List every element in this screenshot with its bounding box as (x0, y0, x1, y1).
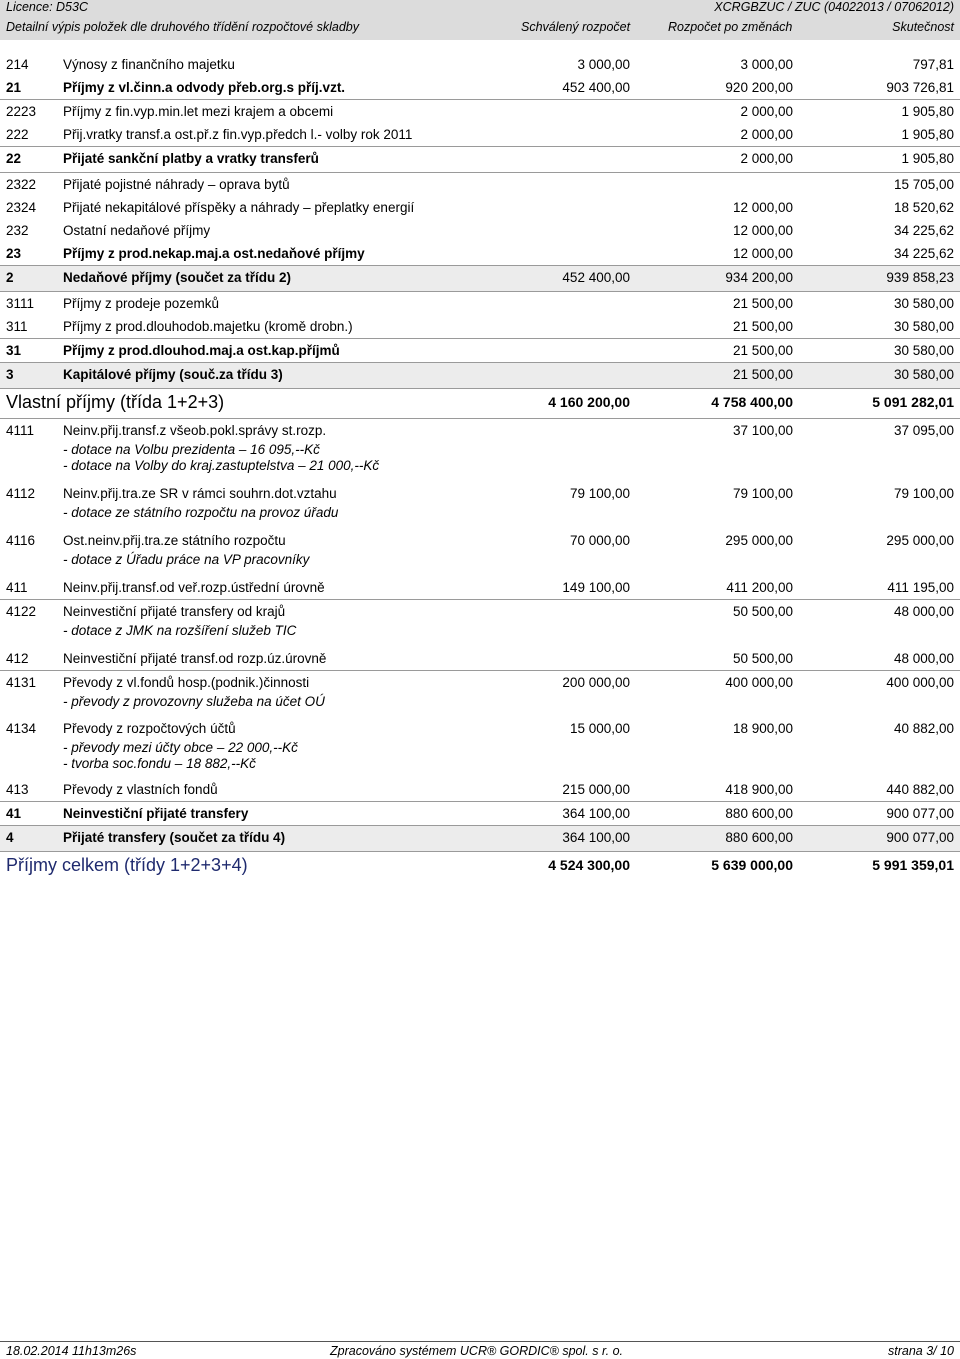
row-code: 4111 (6, 423, 35, 438)
row-name: Příjmy z prod.dlouhodob.majetku (kromě drobn.) (63, 319, 353, 334)
row-code: 222 (6, 127, 29, 142)
row-revised: 2 000,00 (740, 151, 793, 166)
report-header (0, 0, 960, 40)
table-row (0, 338, 960, 362)
table-row (0, 801, 960, 825)
row-code: 2 (6, 270, 14, 285)
row-actual: 900 077,00 (886, 830, 954, 845)
row-name: Příjmy z prod.nekap.maj.a ost.nedaňové příjmy (63, 246, 365, 261)
row-code: 4116 (6, 533, 36, 548)
row-name: Převody z vlastních fondů (63, 782, 218, 797)
row-revised: 934 200,00 (725, 270, 793, 285)
row-revised: 12 000,00 (732, 246, 793, 261)
row-name: Neinv.přij.transf.z všeob.pokl.správy st.rozp. (63, 423, 327, 438)
total-row-own-income (0, 388, 960, 418)
row-name: Neinvestiční přijaté transfery od krajů (63, 604, 286, 619)
row-approved: 79 100,00 (569, 486, 630, 501)
table-row (0, 482, 960, 505)
column-header-actual: Skutečnost (892, 20, 954, 34)
row-name: Příjmy celkem (třídy 1+2+3+4) (6, 855, 248, 875)
row-approved: 452 400,00 (562, 270, 630, 285)
row-name: Příjmy z vl.činn.a odvody přeb.org.s příj.vzt. (63, 80, 346, 95)
row-name: Přijaté sankční platby a vratky transferů (63, 151, 319, 166)
row-code: 3 (6, 367, 14, 382)
table-row (0, 315, 960, 338)
row-approved: 70 000,00 (569, 533, 630, 548)
row-actual: 37 095,00 (893, 423, 954, 438)
report-code: XCRGBZUC / ZUC (04022013 / 07062012) (714, 0, 954, 14)
row-actual: 411 195,00 (887, 580, 954, 595)
row-revised: 2 000,00 (740, 104, 793, 119)
row-name: Kapitálové příjmy (souč.za třídu 3) (63, 367, 283, 382)
row-revised: 2 000,00 (740, 127, 793, 142)
row-name: Příjmy z prodeje pozemků (63, 296, 220, 311)
note-line: - převody mezi účty obce – 22 000,--Kč (63, 740, 298, 755)
note-line: - dotace z Úřadu práce na VP pracovníky (63, 552, 310, 567)
row-revised: 21 500,00 (732, 319, 793, 334)
table-row (0, 172, 960, 196)
table-row (0, 146, 960, 172)
row-revised: 21 500,00 (732, 367, 793, 382)
note-line: - dotace ze státního rozpočtu na provoz úřadu (63, 505, 339, 520)
row-name: Neinv.přij.transf.od veř.rozp.ústřední úrovně (63, 580, 325, 595)
row-name: Přijaté pojistné náhrady – oprava bytů (63, 177, 290, 192)
row-name: Neinv.přij.tra.ze SR v rámci souhrn.dot.vztahu (63, 486, 337, 501)
row-approved: 15 000,00 (569, 721, 630, 736)
row-actual: 5 091 282,01 (872, 394, 954, 410)
table-row (0, 219, 960, 242)
total-row-grand-total (0, 851, 960, 881)
table-row (0, 362, 960, 388)
row-code: 2223 (6, 104, 37, 119)
row-revised: 79 100,00 (732, 486, 793, 501)
row-note (0, 505, 960, 529)
report-footer (0, 1341, 960, 1359)
table-row (0, 778, 960, 801)
row-code: 411 (6, 580, 28, 595)
row-note (0, 740, 960, 778)
report-title: Detailní výpis položek dle druhového třídění rozpočtové skladby (6, 20, 359, 34)
row-actual: 903 726,81 (886, 80, 954, 95)
row-name: Převody z rozpočtových účtů (63, 721, 236, 736)
system-note: Zpracováno systémem UCR® GORDIC® spol. s r. o. (330, 1344, 624, 1358)
row-revised: 12 000,00 (732, 200, 793, 215)
row-revised: 37 100,00 (732, 423, 793, 438)
row-name: Ostatní nedaňové příjmy (63, 223, 211, 238)
row-code: 21 (6, 80, 22, 95)
row-actual: 40 882,00 (893, 721, 954, 736)
row-approved: 3 000,00 (577, 57, 630, 72)
row-actual: 18 520,62 (893, 200, 954, 215)
row-approved: 149 100,00 (562, 580, 630, 595)
row-revised: 3 000,00 (740, 57, 793, 72)
row-actual: 900 077,00 (886, 806, 954, 821)
row-revised: 50 500,00 (732, 651, 793, 666)
note-line: - tvorba soc.fondu – 18 882,--Kč (63, 756, 256, 771)
row-name: Přijaté transfery (součet za třídu 4) (63, 830, 286, 845)
row-code: 4134 (6, 721, 37, 736)
row-name: Neinvestiční přijaté transf.od rozp.úz.úrovně (63, 651, 327, 666)
table-row (0, 242, 960, 265)
row-revised: 411 200,00 (726, 580, 793, 595)
row-note (0, 623, 960, 647)
row-code: 232 (6, 223, 29, 238)
row-approved: 364 100,00 (562, 806, 630, 821)
row-code: 412 (6, 651, 29, 666)
row-code: 4131 (6, 675, 37, 690)
row-approved: 364 100,00 (562, 830, 630, 845)
row-revised: 5 639 000,00 (711, 857, 793, 873)
row-revised: 418 900,00 (725, 782, 793, 797)
licence-label: Licence: D53C (6, 0, 88, 14)
row-actual: 400 000,00 (886, 675, 954, 690)
column-header-approved: Schválený rozpočet (521, 20, 631, 34)
row-approved: 452 400,00 (562, 80, 630, 95)
row-name: Neinvestiční přijaté transfery (63, 806, 249, 821)
table-row (0, 291, 960, 315)
table-row (0, 76, 960, 99)
row-code: 23 (6, 246, 22, 261)
table-row (0, 53, 960, 76)
table-row (0, 418, 960, 442)
row-revised: 295 000,00 (725, 533, 793, 548)
row-approved: 4 524 300,00 (548, 857, 630, 873)
row-code: 214 (6, 57, 29, 72)
table-row (0, 99, 960, 123)
table-row (0, 647, 960, 670)
row-revised: 21 500,00 (732, 296, 793, 311)
row-actual: 48 000,00 (893, 604, 954, 619)
row-revised: 4 758 400,00 (711, 394, 793, 410)
row-actual: 440 882,00 (886, 782, 954, 797)
note-line: - dotace z JMK na rozšíření služeb TIC (63, 623, 297, 638)
row-name: Vlastní příjmy (třída 1+2+3) (6, 392, 225, 412)
table-row (0, 265, 960, 291)
note-line: - převody z provozovny služeba na účet OÚ (63, 694, 325, 709)
table-row (0, 123, 960, 146)
page-number: strana 3/ 10 (887, 1344, 954, 1358)
row-code: 2324 (6, 200, 37, 215)
row-actual: 30 580,00 (893, 343, 954, 358)
row-name: Přijaté nekapitálové příspěky a náhrady – přeplatky energií (63, 200, 415, 215)
row-revised: 21 500,00 (732, 343, 793, 358)
row-actual: 34 225,62 (893, 246, 954, 261)
row-code: 4122 (6, 604, 37, 619)
row-approved: 4 160 200,00 (548, 394, 630, 410)
row-code: 4 (6, 830, 14, 845)
row-note (0, 694, 960, 717)
row-actual: 797,81 (912, 57, 954, 72)
row-actual: 5 991 359,01 (872, 857, 954, 873)
row-code: 311 (6, 319, 28, 334)
row-actual: 79 100,00 (893, 486, 954, 501)
row-actual: 30 580,00 (893, 367, 954, 382)
table-row (0, 717, 960, 740)
row-note (0, 552, 960, 576)
row-name: Výnosy z finančního majetku (63, 57, 235, 72)
row-code: 413 (6, 782, 29, 797)
row-actual: 1 905,80 (901, 151, 954, 166)
row-actual: 1 905,80 (901, 127, 954, 142)
row-code: 22 (6, 151, 22, 166)
row-actual: 48 000,00 (893, 651, 954, 666)
note-line: - dotace na Volbu prezidenta – 16 095,--Kč (63, 442, 320, 457)
row-actual: 295 000,00 (886, 533, 954, 548)
row-actual: 30 580,00 (893, 296, 954, 311)
row-name: Nedaňové příjmy (součet za třídu 2) (63, 270, 292, 285)
row-name: Převody z vl.fondů hosp.(podnik.)činnosti (63, 675, 310, 690)
row-code: 2322 (6, 177, 37, 192)
row-actual: 1 905,80 (901, 104, 954, 119)
row-actual: 15 705,00 (893, 177, 954, 192)
print-date: 18.02.2014 11h13m26s (6, 1344, 137, 1358)
row-code: 31 (6, 343, 22, 358)
row-actual: 939 858,23 (886, 270, 954, 285)
table-row (0, 576, 960, 599)
row-name: Ost.neinv.přij.tra.ze státního rozpočtu (63, 533, 286, 548)
column-header-revised: Rozpočet po změnách (668, 20, 793, 34)
budget-table (0, 53, 960, 881)
table-row (0, 670, 960, 694)
row-code: 41 (6, 806, 22, 821)
table-row (0, 825, 960, 851)
table-row (0, 529, 960, 552)
row-revised: 920 200,00 (725, 80, 793, 95)
row-actual: 34 225,62 (893, 223, 954, 238)
row-name: Příjmy z fin.vyp.min.let mezi krajem a obcemi (63, 104, 334, 119)
row-code: 3111 (6, 296, 35, 311)
row-name: Přij.vratky transf.a ost.př.z fin.vyp.předch l.- volby rok 2011 (63, 127, 413, 142)
row-approved: 200 000,00 (562, 675, 630, 690)
note-line: - dotace na Volby do kraj.zastuptelstva – 21 000,--Kč (63, 458, 380, 473)
row-actual: 30 580,00 (893, 319, 954, 334)
row-revised: 880 600,00 (725, 806, 793, 821)
row-revised: 12 000,00 (732, 223, 793, 238)
table-row (0, 196, 960, 219)
row-revised: 880 600,00 (725, 830, 793, 845)
table-row (0, 599, 960, 623)
row-revised: 50 500,00 (732, 604, 793, 619)
row-note (0, 442, 960, 482)
row-code: 4112 (6, 486, 36, 501)
row-revised: 18 900,00 (732, 721, 793, 736)
row-revised: 400 000,00 (725, 675, 793, 690)
row-approved: 215 000,00 (562, 782, 630, 797)
row-name: Příjmy z prod.dlouhod.maj.a ost.kap.příjmů (63, 343, 340, 358)
